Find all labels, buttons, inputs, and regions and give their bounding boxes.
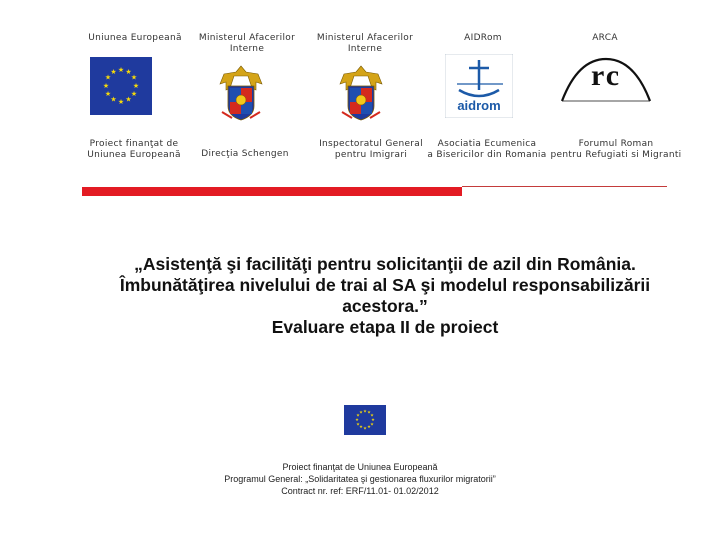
funding-footer [150,461,570,497]
partner-mai1-name: Ministerul Afacerilor Interne [198,33,296,54]
arca-logo-icon [560,55,652,117]
aidrom-logo-text: aidrom [457,98,501,113]
svg-text:★: ★ [359,424,363,430]
partner-mai2-name: Ministerul Afacerilor Interne [316,33,414,54]
footer-line-1: Proiect finanţat de Uniunea Europeană [282,462,438,472]
svg-text:★: ★ [363,408,367,414]
thin-divider [462,186,667,187]
title-line-1: „Asistenţă şi facilităţi pentru solicitanţii de azil din România. [134,254,636,274]
arca-logo-text: rc [590,59,622,92]
partner-eu-label: Proiect finanţat de Uniunea Europeană [87,139,181,160]
svg-text:★: ★ [356,412,360,418]
svg-text:★: ★ [104,90,112,98]
svg-text:★: ★ [359,409,363,415]
romania-coat-of-arms-icon [216,62,266,126]
red-divider [82,187,462,196]
title-line-3: acestora.” [342,296,428,316]
svg-text:★: ★ [132,82,140,90]
svg-text:★: ★ [130,90,138,98]
svg-text:★: ★ [355,417,359,422]
svg-text:★: ★ [130,73,138,82]
svg-text:★: ★ [367,409,371,415]
svg-text:★: ★ [102,82,110,90]
svg-text:★: ★ [356,421,360,427]
svg-text:★: ★ [117,66,125,74]
svg-text:★: ★ [370,412,374,418]
svg-text:★: ★ [371,417,375,422]
svg-text:★: ★ [125,95,132,104]
partner-eu-name: Uniunea Europeană [88,33,182,43]
svg-text:★: ★ [363,425,367,431]
svg-text:★: ★ [370,421,374,427]
title-line-2: Îmbunătăţirea nivelului de trai al SA şi modelul responsabilizării [119,275,651,295]
eu-flag-icon [90,57,152,119]
partner-arca-name: ARCA [592,33,618,43]
footer-line-2: Programul General: „Solidaritatea şi gestionarea fluxurilor migratorii” [224,474,496,484]
svg-text:★: ★ [367,424,371,430]
footer-line-3: Contract nr. ref: ERF/11.01- 01.02/2012 [281,486,439,496]
aidrom-logo-icon [445,54,513,122]
partner-mai1-label: Direcţia Schengen [201,149,289,159]
svg-text:★: ★ [104,73,112,82]
svg-text:★: ★ [117,98,125,106]
eu-flag-svg [90,57,152,115]
eu-flag-icon [344,405,386,439]
svg-text:★: ★ [110,68,117,76]
partner-aidrom-label: Asociatia Ecumenica a Bisericilor din Romania [427,139,547,160]
partner-aidrom-name: AIDRom [464,33,502,43]
partner-mai2-label: Inspectoratul General pentru Imigrari [319,139,423,160]
partner-arca-label: Forumul Roman pentru Refugiati si Migranti [550,139,682,160]
presentation-title [60,254,710,338]
svg-text:★: ★ [125,68,132,76]
romania-coat-of-arms-icon [336,62,386,126]
title-line-4: Evaluare etapa II de proiect [271,317,499,337]
svg-text:★: ★ [110,95,117,104]
